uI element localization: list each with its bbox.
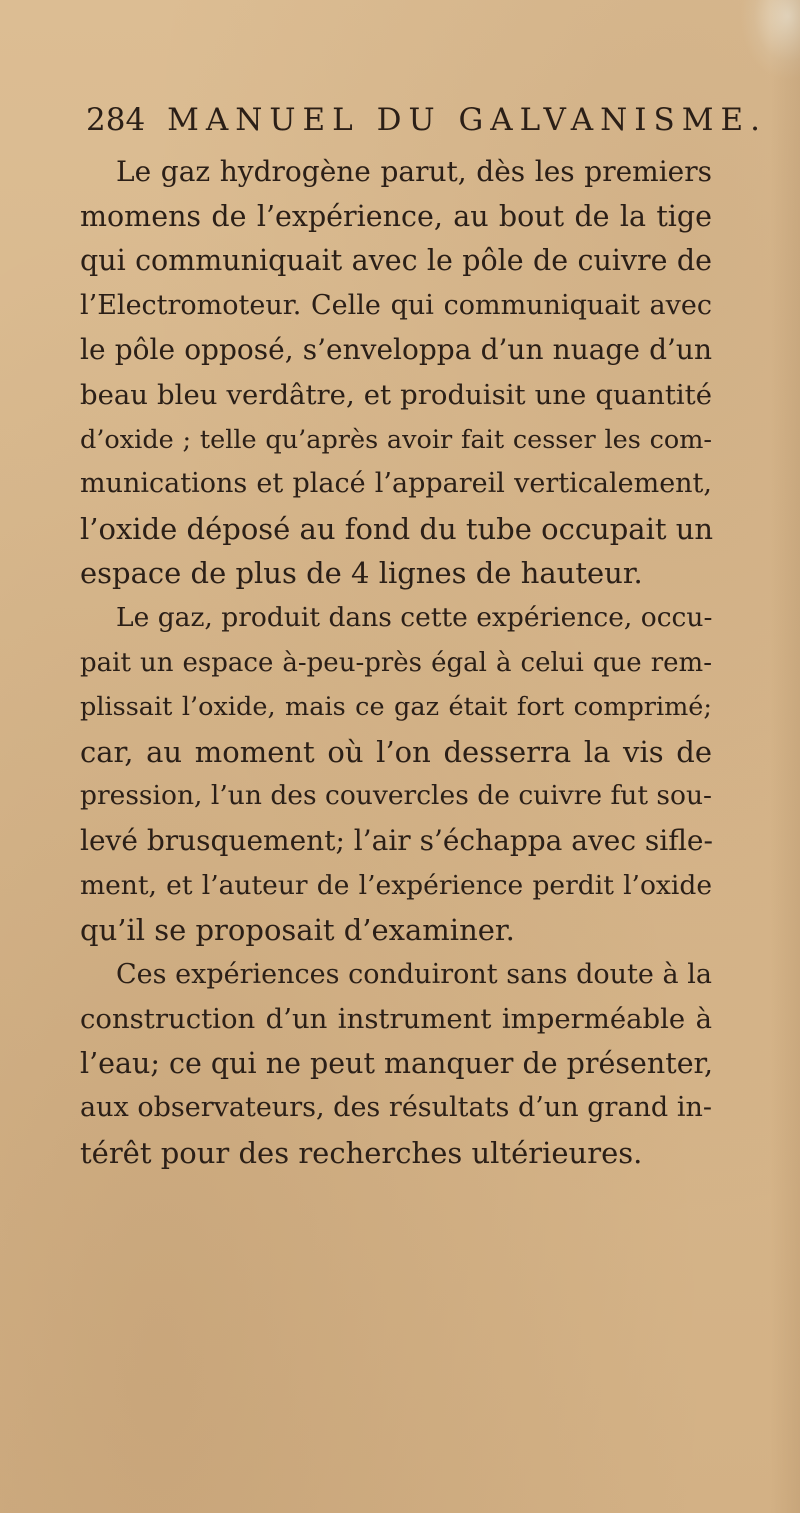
page-number: 284 — [86, 102, 146, 138]
text-line: aux observateurs, des résultats d’un grand in- — [80, 1092, 712, 1124]
running-title: MANUEL DU GALVANISME. — [167, 102, 768, 138]
text-line: car, au moment où l’on desserra la vis de — [80, 734, 712, 769]
text-line: l’eau; ce qui ne peut manquer de présenter, — [80, 1046, 714, 1080]
running-header — [86, 102, 768, 138]
text-line: plissait l’oxide, mais ce gaz était fort comprimé; — [80, 692, 712, 723]
text-line: levé brusquement; l’air s’échappa avec sifle- — [80, 823, 713, 857]
text-line: ment, et l’auteur de l’expérience perdit l’oxide — [80, 869, 712, 901]
text-line: Le gaz, produit dans cette expérience, occu- — [116, 601, 713, 633]
text-line: construction d’un instrument imperméable à — [80, 1003, 712, 1036]
page-edge-shade — [770, 0, 800, 1513]
text-line: pression, l’un des couvercles de cuivre fut sou- — [80, 780, 712, 812]
text-line: momens de l’expérience, au bout de la tige — [80, 199, 712, 233]
body-text — [80, 150, 712, 1176]
text-line: espace de plus de 4 lignes de hauteur. — [80, 556, 643, 591]
text-line: le pôle opposé, s’enveloppa d’un nuage d’un — [80, 333, 712, 367]
text-line: pait un espace à-peu-près égal à celui que rem- — [80, 647, 712, 678]
text-line: d’oxide ; telle qu’après avoir fait cesser les com- — [80, 424, 712, 455]
text-line: Ces expériences conduiront sans doute à la — [116, 958, 712, 990]
text-line: l’oxide déposé au fond du tube occupait un — [80, 511, 714, 546]
text-line: Le gaz hydrogène parut, dès les premiers — [116, 155, 712, 188]
text-line: beau bleu verdâtre, et produisit une quantité — [80, 378, 712, 411]
text-line: qui communiquait avec le pôle de cuivre de — [80, 244, 712, 278]
text-line: térêt pour des recherches ultérieures. — [80, 1136, 643, 1171]
text-line: l’Electromoteur. Celle qui communiquait avec — [80, 289, 712, 321]
text-line: munications et placé l’appareil verticalement, — [80, 468, 712, 500]
text-line: qu’il se proposait d’examiner. — [80, 913, 515, 948]
